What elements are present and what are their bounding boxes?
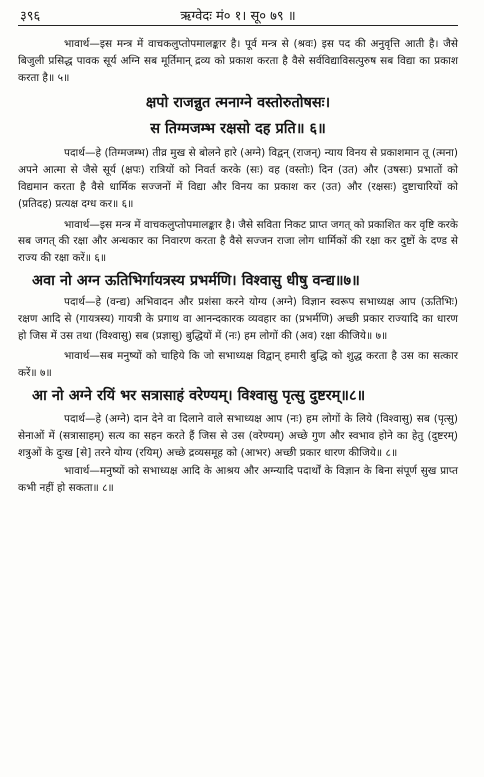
mantra-verse: स तिग्मजम्भ रक्षसो दह प्रति॥ ६॥ — [150, 121, 326, 138]
page-header — [18, 0, 458, 30]
header-rule — [18, 25, 458, 26]
text-paragraph: भावार्थ—मनुष्यों को सभाध्यक्ष आदि के आश्रय और अग्न्यादि पदार्थों के विज्ञान के बिना संपूर्ण सुख प्राप्त कभी नहीं हो सकता॥ ८॥ — [18, 465, 458, 495]
page-content — [18, 36, 458, 497]
mantra-verse: आ नो अग्ने रयिं भर सत्रासाहं वरेण्यम्। विश्वासु पृत्सु दुष्टरम्॥८॥ — [32, 387, 366, 404]
mantra-verse: क्षपो राजन्नुत त्मनाग्ने वस्तोरुतोषसः। — [145, 95, 331, 112]
running-head: ऋग्वेदः मं० १। सू० ७९ ॥ — [180, 9, 296, 24]
mantra-verse: अवा नो अग्न ऊतिभिर्गायत्रस्य प्रभर्मणि। विश्वासु धीषु वन्द्य॥७॥ — [32, 272, 360, 289]
text-paragraph: भावार्थ—सब मनुष्यों को चाहिये कि जो सभाध्यक्ष विद्वान् हमारी बुद्धि को शुद्ध करता है उस का सत्कार करें॥ ७॥ — [18, 350, 458, 380]
text-paragraph: पदार्थ—हे (तिग्मजम्भ) तीव्र मुख से बोलने हारे (अग्ने) विद्वन् (राजन्) न्याय विनय से प्रकाशमान तू (त्मना) अपने आत्मा से जैसे सूर्य (क्षपः) रात्रियों को निवर्त करके (सः) वह (वस्तोः) दिन (उत) और (उषसः) प्रभातों को विद्यमान करता है वैसे धार्मिक सज्जनों में विद्या और विनय का प्रकाश कर (उत) और (रक्षसः) दुष्टाचारियों को (प्रतिदह) प्रत्यक्ष दग्ध कर॥ ६॥ — [18, 147, 458, 210]
text-paragraph: भावार्थ—इस मन्त्र में वाचकलुप्तोपमालङ्कार है। पूर्व मन्त्र से (श्रवः) इस पद की अनुवृत्ति आती है। जैसे बिजुली प्रसिद्ध पावक सूर्य अग्नि सब मूर्तिमान् द्रव्य को प्रकाश करता है वैसे सर्वविद्याविसत्पुरुष सब विद्या का प्रकाश करता है॥ ५॥ — [18, 38, 458, 84]
text-paragraph: भावार्थ—इस मन्त्र में वाचकलुप्तोपमालङ्कार है। जैसे सविता निकट प्राप्त जगत् को प्रकाशित कर वृष्टि करके सब जगत् की रक्षा और अन्धकार का निवारण करता है वैसे सज्जन राजा लोग धार्मिकों की रक्षा कर दुष्टों के दण्ड से राज्य की रक्षा करें॥ ६॥ — [18, 218, 458, 265]
text-paragraph: पदार्थ—हे (वन्द्य) अभिवादन और प्रशंसा करने योग्य (अग्ने) विज्ञान स्वरूप सभाध्यक्ष आप (ऊतिभिः) रक्षण आदि से (गायत्रस्य) गायत्री के प्रगाथ वा आनन्दकारक व्यवहार का (प्रभर्मणि) अच्छी प्रकार राज्यादि का धारण हो जिस में उस तथा (विश्वासु) सब (प्रज्ञासु) बुद्धियों में (नः) हम लोगों की (अव) रक्षा कीजिये॥ ७॥ — [18, 295, 458, 342]
text-paragraph: पदार्थ—हे (अग्ने) दान देने वा दिलाने वाले सभाध्यक्ष आप (नः) हम लोगों के लिये (विश्वासु) सब (पृत्सु) सेनाओं में (सत्रासाहम्) सत्य का सहन करते हैं जिस से उस (वरेण्यम्) अच्छे गुण और स्वभाव होने का हेतु (दुष्टरम्) शत्रुओं के दुःख [से] तरने योग्य (रयिम्) अच्छे द्रव्यसमूह को (आभर) अच्छी प्रकार धारण कीजिये॥ ८॥ — [18, 412, 458, 459]
page-number: ३९६ — [20, 9, 41, 24]
